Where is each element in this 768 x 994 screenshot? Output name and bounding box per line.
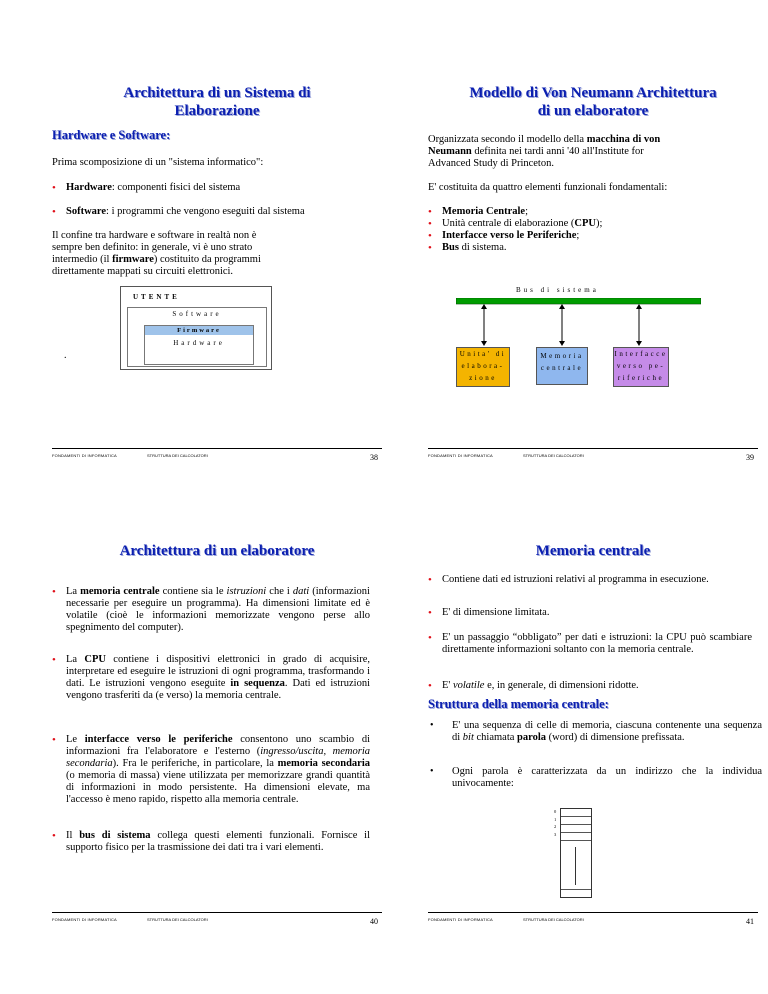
memory-box: Memoria centrale bbox=[536, 347, 588, 385]
bus-arrow-cpu bbox=[481, 304, 487, 346]
bus-arrow-memory bbox=[559, 304, 565, 346]
firmware-paragraph: Il confine tra hardware e software in realtà non è sempre ben definito: in generale, vi è uno strato intermedio (il firmware) costituito da programmi direttamente mappati su circuiti elettronici. bbox=[52, 230, 261, 277]
footer-course: FONDAMENTI DI INFORMATICA bbox=[428, 453, 493, 458]
slide-subtitle: Hardware e Software: bbox=[52, 128, 171, 142]
bullet-icon: • bbox=[52, 182, 56, 194]
bullet-icon: • bbox=[428, 680, 432, 692]
bullet-memory: • La memoria centrale contiene sia le istruzioni che i dati (informazioni necessarie per eseguire un programma). Ha dimensioni limitate ed è volatile (cioè le informazioni memorizzate vengono perse allo spegnimento del computer). bbox=[52, 586, 370, 633]
bullet-icon: • bbox=[428, 230, 432, 242]
slide-footer bbox=[428, 448, 758, 461]
bullet-obligatory: • E' un passaggio “obbligato” per dati e istruzioni: la CPU può scambiare direttamente informazioni soltanto con la memoria centrale. bbox=[428, 632, 752, 655]
bullet-volatile: • E' volatile e, in generale, di dimensioni ridotte. bbox=[428, 680, 639, 692]
slide-title: Memoria centrale bbox=[535, 543, 651, 559]
list-item: • Unità centrale di elaborazione (CPU); bbox=[428, 218, 603, 230]
bullet-size: • E' di dimensione limitata. bbox=[428, 607, 550, 619]
footer-course: FONDAMENTI DI INFORMATICA bbox=[52, 453, 117, 458]
list-item: • Bus di sistema. bbox=[428, 242, 507, 254]
elements-list bbox=[428, 206, 748, 254]
layer-software-box bbox=[127, 307, 267, 367]
bullet-icon: • bbox=[52, 830, 56, 842]
footer-topic: STRUTTURA DEI CALCOLATORI bbox=[523, 917, 584, 922]
bullet-bus: • Il bus di sistema collega questi elementi funzionali. Fornisce il supporto fisico per la trasmissione dei dati tra i vari elementi. bbox=[52, 830, 370, 853]
continuation-line bbox=[575, 847, 576, 885]
bullet-icon: • bbox=[52, 586, 56, 598]
page-number: 39 bbox=[746, 453, 754, 462]
bus-arrow-io bbox=[636, 304, 642, 346]
bullet-icon: • bbox=[428, 206, 432, 218]
slide-footer bbox=[428, 912, 758, 925]
detail-cells: • E' una sequenza di celle di memoria, ciascuna contenente una sequenza di bit chiamata parola (word) di dimensione prefissata. bbox=[430, 720, 762, 743]
slide-title: Modello di Von Neumann Architettura di un elaboratore bbox=[469, 85, 717, 119]
memory-cell bbox=[561, 809, 591, 817]
layer-hardware: Hardware bbox=[173, 339, 225, 347]
bullet-icon: • bbox=[52, 734, 56, 746]
layers-diagram bbox=[120, 286, 272, 370]
bullet-cpu: • La CPU contiene i dispositivi elettronici in grado di acquisire, interpretare ed eseguire le istruzioni di ogni programma, trasformando i dati. Le istruzioni vengono eseguite in sequenza. Dati ed istruzioni vengono trasferiti da (e verso) la memoria centrale. bbox=[52, 654, 371, 701]
layer-software: Software bbox=[172, 310, 222, 318]
slide-subtitle: Struttura della memoria centrale: bbox=[428, 697, 609, 711]
intro-paragraph: Organizzata secondo il modello della macchina di von Neumann definita nei tardi anni '40 all'Institute for Advanced Study di Princeton. bbox=[428, 134, 661, 169]
list-item: • Interfacce verso le Periferiche; bbox=[428, 230, 580, 242]
memory-cells bbox=[560, 808, 592, 898]
bullet-content: • Contiene dati ed istruzioni relativi al programma in esecuzione. bbox=[428, 574, 709, 586]
slide-title: Architettura di un Sistema di Elaborazione bbox=[123, 85, 311, 119]
footer-topic: STRUTTURA DEI CALCOLATORI bbox=[147, 917, 208, 922]
bullet-icon: • bbox=[428, 218, 432, 230]
stray-dot: . bbox=[64, 350, 67, 361]
slide-footer bbox=[52, 448, 382, 461]
memory-cell bbox=[561, 825, 591, 833]
page-number: 40 bbox=[370, 917, 378, 926]
bullet-interfaces: • Le interfacce verso le periferiche consentono uno scambio di informazioni fra l'elaboratore e l'esterno (ingresso/uscita, memoria secondaria). Fra le periferiche, in particolare, la memoria secondaria (o memoria di massa) viene utilizzata per memorizzare grandi quantità di informazioni in modo persistente. Ha dimensioni elevate, ma l'accesso è meno rapido, rispetto alla memoria centrale. bbox=[52, 734, 371, 805]
bullet-software: • Software: i programmi che vengono eseguiti dal sistema bbox=[52, 206, 305, 218]
cpu-box: Unita' di elabora- zione bbox=[456, 347, 510, 387]
memory-cell bbox=[561, 889, 591, 890]
footer-course: FONDAMENTI DI INFORMATICA bbox=[52, 917, 117, 922]
system-bus bbox=[456, 298, 701, 304]
address-labels: 0 1 2 3 bbox=[554, 809, 557, 837]
bullet-icon: • bbox=[428, 632, 432, 644]
footer-topic: STRUTTURA DEI CALCOLATORI bbox=[523, 453, 584, 458]
bullet-icon: • bbox=[430, 720, 434, 731]
io-interfaces-box: Interfacce verso pe- riferiche bbox=[613, 347, 669, 387]
elements-intro: E' costituita da quattro elementi funzionali fondamentali: bbox=[428, 182, 668, 193]
intro-text: Prima scomposizione di un "sistema informatico": bbox=[52, 157, 264, 168]
list-item: • Memoria Centrale; bbox=[428, 206, 529, 218]
memory-diagram bbox=[554, 808, 594, 898]
bullet-icon: • bbox=[428, 574, 432, 586]
bullet-hardware: • Hardware: componenti fisici del sistema bbox=[52, 182, 241, 194]
footer-course: FONDAMENTI DI INFORMATICA bbox=[428, 917, 493, 922]
footer-topic: STRUTTURA DEI CALCOLATORI bbox=[147, 453, 208, 458]
page-number: 38 bbox=[370, 453, 378, 462]
bus-label: Bus di sistema bbox=[516, 286, 599, 294]
bullet-icon: • bbox=[52, 206, 56, 218]
memory-cell bbox=[561, 833, 591, 841]
memory-cell bbox=[561, 817, 591, 825]
page-number: 41 bbox=[746, 917, 754, 926]
bullet-icon: • bbox=[52, 654, 56, 666]
bullet-icon: • bbox=[430, 766, 434, 777]
slide-footer bbox=[52, 912, 382, 925]
slide-title: Architettura di un elaboratore bbox=[119, 543, 315, 559]
detail-address: • Ogni parola è caratterizzata da un indirizzo che la individua univocamente: bbox=[430, 766, 762, 789]
bullet-icon: • bbox=[428, 607, 432, 619]
layer-firmware: Firmware bbox=[145, 326, 253, 335]
bullet-icon: • bbox=[428, 242, 432, 254]
layer-utente: UTENTE bbox=[133, 293, 180, 301]
layer-hardware-box bbox=[144, 325, 254, 365]
